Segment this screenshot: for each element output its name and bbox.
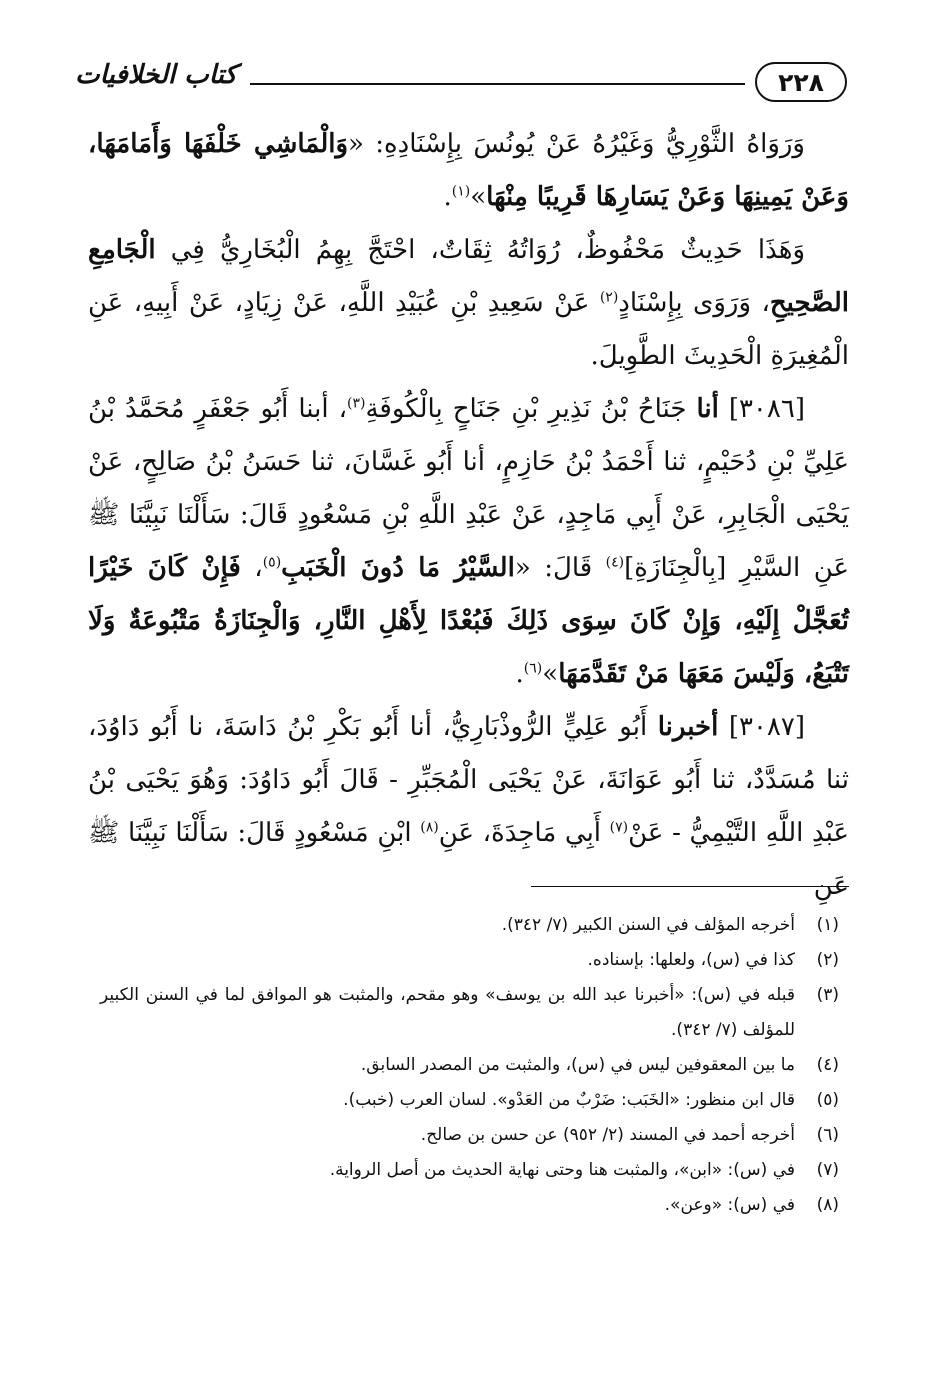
page-header <box>70 58 847 108</box>
footnote-text: ما بين المعقوفين ليس في (س)، والمثبت من المصدر السابق. <box>360 1055 795 1075</box>
footnote-item <box>100 1048 839 1083</box>
emphasized-text: وَالْمَاشِي خَلْفَهَا وَأَمَامَهَا، وَعَنْ يَمِينِهَا وَعَنْ يَسَارِهَا قَرِيبًا مِنْهَا <box>88 129 849 212</box>
footnote-item <box>100 1083 839 1118</box>
footnote-text: أخرجه المؤلف في السنن الكبير (٧/ ٣٤٢). <box>501 915 795 935</box>
footnote-item <box>100 1188 839 1223</box>
text-run: » <box>470 182 487 212</box>
footnote-text: أخرجه أحمد في المسند (٢/ ٩٥٢) عن حسن بن صالح. <box>420 1125 795 1145</box>
emphasized-text: فَإِنْ كَانَ خَيْرًا تُعَجَّلْ إِلَيْهِ، وَإِنْ كَانَ سِوَى ذَلِكَ فَبُعْدًا لِأَهْلِ النَّارِ، وَالْجِنَازَةُ مَتْبُوعَةٌ وَلَا تَتْبَعُ، وَلَيْسَ مَعَهَا مَنْ تَقَدَّمَهَا <box>88 553 849 689</box>
footnote-ref: (٣) <box>347 395 366 412</box>
footnote-number: (١) <box>816 915 839 935</box>
footnote-number: (٥) <box>816 1090 839 1110</box>
footnote-text: قال ابن منظور: «الخَبَب: ضَرْبٌ من العَدْو». لسان العرب (خبب). <box>343 1090 795 1110</box>
footnote-ref: (٥) <box>262 554 282 571</box>
footnote-divider <box>531 886 849 887</box>
paragraph <box>88 383 849 701</box>
text-run: وَرَوَاهُ الثَّوْرِيُّ وَغَيْرُهُ عَنْ يُونُسَ بِإِسْنَادِهِ: « <box>348 129 805 159</box>
emphasized-text: السَّيْرُ مَا دُونَ الْخَبَبِ <box>281 553 515 583</box>
paragraph <box>88 118 849 224</box>
text-run: [٣٠٨٦] <box>718 394 805 424</box>
emphasized-text: أنا <box>696 394 719 424</box>
footnote-number: (٢) <box>816 950 839 970</box>
footnote-ref: (٦) <box>523 660 543 677</box>
footnote-number: (٤) <box>816 1055 839 1075</box>
emphasized-text: أخبرنا <box>657 712 719 742</box>
footnote-item <box>100 1118 839 1153</box>
footnote-number: (٧) <box>816 1160 839 1180</box>
text-run: . <box>515 659 524 689</box>
footnote-text: كذا في (س)، ولعلها: بإسناده. <box>587 950 795 970</box>
text-run: » <box>542 659 559 689</box>
footnote-text: في (س): «وعن». <box>664 1195 795 1215</box>
main-text <box>88 118 849 913</box>
footnote-number: (٨) <box>816 1195 839 1215</box>
book-title: كتاب الخلافيات <box>75 60 237 90</box>
paragraph <box>88 701 849 913</box>
paragraph <box>88 224 849 383</box>
footnote-ref: (١) <box>451 183 471 200</box>
footnote-ref: (٨) <box>420 819 439 836</box>
text-run: [٣٠٨٧] <box>718 712 805 742</box>
footnote-item <box>100 908 839 943</box>
footnote-text: في (س): «ابن»، والمثبت هنا وحتى نهاية الحديث من أصل الرواية. <box>329 1160 795 1180</box>
text-run: ، <box>240 553 263 583</box>
text-run: ، أبنا أَبُو جَعْفَرٍ مُحَمَّدُ بْنُ عَلِيِّ بْنِ دُحَيْمٍ، ثنا أَحْمَدُ بْنُ حَازِمٍ، أنا أَبُو غَسَّانَ، ثنا حَسَنُ بْنُ صَالِحٍ، عَنْ يَحْيَى الْجَابِرِ، عَنْ أَبِي مَاجِدٍ، عَنْ عَبْدِ اللَّهِ بْنِ مَسْعُودٍ قَالَ: سَأَلْنَا نَبِيَّنَا ﷺ عَنِ السَّيْرِ [بِالْجِنَازَةِ] <box>88 394 849 583</box>
footnote-item <box>100 978 839 1048</box>
text-run: جَنَاحُ بْنُ نَذِيرِ بْنِ جَنَاحٍ بِالْكُوفَةِ <box>365 394 697 424</box>
page-number: ٢٢٨ <box>755 62 847 102</box>
footnote-number: (٣) <box>816 985 839 1005</box>
footnotes <box>100 908 839 1223</box>
text-run: ، وَرَوَى بِإِسْنَادٍ <box>618 288 770 318</box>
emphasized-text: الْجَامِعِ الصَّحِيحِ <box>88 235 849 318</box>
text-run: وَهَذَا حَدِيثٌ مَحْفُوظٌ، رُوَاتُهُ ثِقَاتٌ، احْتَجَّ بِهِمُ الْبُخَارِيُّ فِي <box>155 235 805 265</box>
footnote-text: قبله في (س): «أخبرنا عبد الله بن يوسف» وهو مقحم، والمثبت هو الموافق لما في السنن الكبير للمؤلف (٧/ ٣٤٢). <box>100 985 795 1040</box>
footnote-ref: (٤) <box>605 554 625 571</box>
header-divider <box>250 83 745 85</box>
footnote-item <box>100 943 839 978</box>
footnote-item <box>100 1153 839 1188</box>
footnote-ref: (٧) <box>609 819 629 836</box>
text-run: أَبُو عَلِيٍّ الرُّوذْبَارِيُّ، أنا أَبُو بَكْرِ بْنُ دَاسَةَ، نا أَبُو دَاوُدَ، ثنا مُسَدَّدٌ، ثنا أَبُو عَوَانَةَ، عَنْ يَحْيَى الْمُجَبِّرِ - قَالَ أَبُو دَاوُدَ: وَهُوَ يَحْيَى بْنُ عَبْدِ اللَّهِ التَّيْمِيُّ - عَنْ <box>88 712 850 848</box>
text-run: . <box>443 182 452 212</box>
text-run: ابْنِ مَسْعُودٍ قَالَ: سَأَلْنَا نَبِيَّنَا ﷺ عَنِ <box>88 818 849 901</box>
text-run: قَالَ: « <box>514 553 606 583</box>
text-run: عَنْ سَعِيدِ بْنِ عُبَيْدِ اللَّهِ، عَنْ زِيَادٍ، عَنْ أَبِيهِ، عَنِ الْمُغِيرَةِ الْحَدِيثَ الطَّوِيلَ. <box>88 288 849 371</box>
text-run: أَبِي مَاجِدَةَ، عَنِ <box>438 818 610 848</box>
footnote-number: (٦) <box>816 1125 839 1145</box>
footnote-ref: (٢) <box>599 289 619 306</box>
